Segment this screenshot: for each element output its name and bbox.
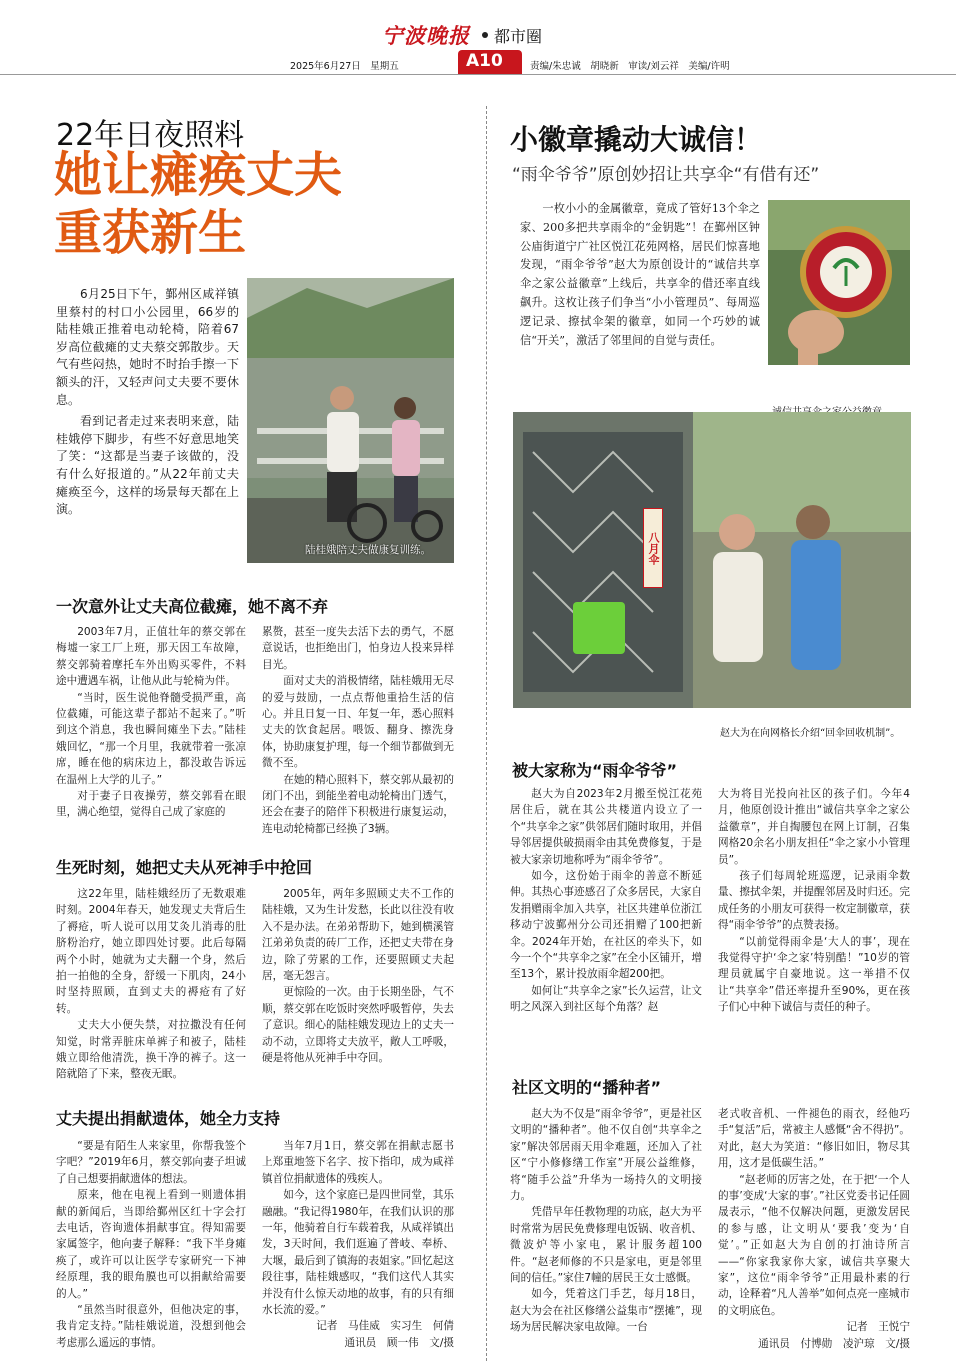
badge-photo-illustration xyxy=(768,200,910,365)
body-paragraph: 累赘，甚至一度失去活下去的勇气，不愿意说话，也拒绝出门，怕身边人投来异样目光。 xyxy=(262,626,454,671)
byline: 记者 王悦宁 xyxy=(846,1321,910,1334)
volunteer-photo-illustration xyxy=(513,412,911,708)
right-section-one-col2 xyxy=(718,786,910,1016)
body-paragraph: “赵老师的厉害之处，在于把‘一个人的事’变成‘大家的事’。”社区党委书记任圆晟表示，“他不仅解决问题，更激发居民的参与感，让文明从‘要我’变为‘自觉’。”正如赵大为自创的打油诗所言——“你家我家你大家，诚信共享聚大家”，这位“雨伞爷爷”正用最朴素的行动，诠释着“凡人善举”如何点亮一座城市的文明底色。 xyxy=(718,1173,910,1317)
body-paragraph: 2003年7月，正值壮年的蔡交郭在梅墟一家工厂上班，那天因工车故障，蔡交郭骑着摩托车外出购买零件，不料途中遭遇车祸，让他从此与轮椅为伴。 xyxy=(56,626,246,688)
right-headline: 小徽章撬动大诚信！ xyxy=(510,123,763,156)
section-three-title: 丈夫提出捐献遗体，她全力支持 xyxy=(56,1109,281,1128)
body-paragraph: 赵大为不仅是“雨伞爷爷”，更是社区文明的“播种者”。他不仅自创“共享伞之家”解决邻居雨天用伞难题，还加入了社区“宁小修修缮工作室”开展公益维修，将“随手公益”升华为一场持久的文明接力。 xyxy=(510,1108,702,1203)
body-paragraph: 2005年，两年多照顾丈夫不工作的陆桂娥，又为生计发愁，长此以往没有收入不是办法。在弟弟帮助下，她到横溪管江弟弟负责的砖厂工作，还把丈夫带在身边，除了劳累的工作，还要照顾丈夫起居，毫无怨言。 xyxy=(262,888,454,983)
byline: 通讯员 顾一伟 文/摄 xyxy=(344,1336,454,1349)
body-paragraph: 如今，凭着这门手艺，每月18日，赵大为会在社区修缮公益集市“摆摊”，现场为居民解决家电故障。一台 xyxy=(510,1288,702,1334)
body-paragraph: 如今，这个家庭已是四世同堂，其乐融融。“我记得1980年，在我们认识的那一年，他骑着自行车载着我，从咸祥镇出发，3天时间，我们逛遍了普岐、奉桥、大堰，最后到了镇海的表姐家。”回忆起这段往事，陆桂娥感叹，“我们这代人其实并没有什么惊天动地的故事，有的只有细水长流的爱。” xyxy=(262,1189,454,1317)
body-paragraph: 这22年里，陆桂娥经历了无数艰难时刻。2004年春天，她发现丈夫背后生了褥疮，听人说可以用艾灸儿消毒的肚脐粉治疗，她立即四处讨要。此后每隔两个小时，她就为丈夫翻一个身，然后拍一拍他的全身，舒缓一下肌肉，24小时坚持照顾，直到丈夫的褥疮有了好转。 xyxy=(56,888,246,1015)
section-two-title: 生死时刻，她把丈夫从死神手中抢回 xyxy=(56,858,313,877)
masthead-section: 都市圈 xyxy=(494,27,543,46)
body-paragraph: 丈夫大小便失禁，对拉撒没有任何知觉，时常弄脏床单裤子和被子，陆桂娥立即给他清洗，换干净的裤子。这一陪就陪了下来，整夜无眠。 xyxy=(56,1019,246,1081)
page-number: A10 xyxy=(466,51,503,71)
section-two-col2 xyxy=(262,886,454,1066)
umbrella-sign xyxy=(643,508,663,588)
right-photo-caption: 赵大为在向网格长介绍“回伞回收机制”。 xyxy=(720,728,901,739)
left-headline-line2: 重获新生 xyxy=(54,205,247,261)
right-section-two-col1 xyxy=(510,1106,702,1336)
body-paragraph: 在她的精心照料下，蔡交郭从最初的闭门不出，到能坐着电动轮椅出门透气，还会在妻子的陪伴下积极进行康复运动，连电动轮椅都已经换了3辆。 xyxy=(262,773,454,835)
badge-photo xyxy=(768,200,910,365)
body-paragraph: “当时，医生说他脊髓受损严重，高位截瘫，可能这辈子都站不起来了。”听到这个消息，我也瞬间瘫坐下去。”陆桂娥回忆，“那一个月里，我就带着一张凉席，睡在他的病床边上，都没敢告诉远在温州上大学的儿子。” xyxy=(56,691,246,786)
left-photo-caption: 陆桂娥陪丈夫做康复训练。 xyxy=(305,544,431,556)
body-paragraph: 孩子们每周轮班巡逻，记录雨伞数量、擦拭伞架，并提醒邻居及时归还。完成任务的小朋友可获得一枚定制徽章，获得“雨伞爷爷”的点赞表扬。 xyxy=(718,870,910,932)
intro-paragraph: 6月25日下午，鄞州区咸祥镇里蔡村的村口小公园里，66岁的陆桂娥正推着电动轮椅，陪着67岁高位截瘫的丈夫蔡交郭散步。天气有些闷热，她时不时抬手擦一下额头的汗，又轻声问丈夫要不要休息。 xyxy=(56,287,239,407)
umbrella-sign-text: 八月伞 xyxy=(647,531,660,565)
body-paragraph: 对于妻子日夜操劳，蔡交郭看在眼里，满心绝望，觉得自己成了家庭的 xyxy=(56,790,246,819)
body-paragraph: 原来，他在电视上看到一则遗体捐献的新闻后，当即给鄞州区红十字会打去电话，咨询遗体捐献事宜。得知需要家属签字，他向妻子解释：“我下半身瘫痪了，或许可以让医学专家研究一下神经原理，我的眼角膜也可以捐献给需要的人。” xyxy=(56,1189,246,1300)
section-two-col1 xyxy=(56,886,246,1083)
body-paragraph: “虽然当时很意外，但他决定的事，我肯定支持。”陆桂娥说道，没想到他会考虑那么遥远的事情。 xyxy=(56,1304,246,1349)
body-paragraph: 如今，这份始于雨伞的善意不断延伸。其热心事迹感召了众多居民，大家自发捐赠雨伞加入共享，社区共建单位浙江移动宁波鄞州分公司还捐赠了100把新伞。2024年开始，在社区的牵头下，如今一个个“共享伞之家”在全小区铺开，增至13个，累计投放雨伞超200把。 xyxy=(510,870,702,981)
right-main-photo xyxy=(513,412,911,708)
body-paragraph: “要是有陌生人来家里，你帮我签个字吧？”2019年6月，蔡交郭向妻子坦诚了自己想要捐献遗体的想法。 xyxy=(56,1140,246,1185)
left-kicker: 22年日夜照料 xyxy=(56,118,245,153)
body-paragraph: 赵大为自2023年2月搬至悦江花苑居住后，就在其公共楼道内设立了一个“共享伞之家”供邻居们随时取用，并倡导邻居提供破损雨伞由其免费修复，于是被大家亲切地称呼为“雨伞爷爷”。 xyxy=(510,788,702,866)
section-one-col1 xyxy=(56,624,246,821)
body-paragraph: 如何让“共享伞之家”长久运营，让文明之风深入到社区每个角落？赵 xyxy=(510,984,702,1014)
left-intro xyxy=(56,286,239,519)
masthead-logo: 宁波晚报 xyxy=(382,23,470,48)
masthead xyxy=(0,0,956,78)
right-lede xyxy=(520,200,760,350)
left-headline-line1: 她让瘫痪丈夫 xyxy=(54,147,343,203)
body-paragraph: “以前觉得雨伞是‘大人的事’，现在我觉得守护‘伞之家’特别酷！”10岁的管理员就属宇自豪地说。这一举措不仅让“共享伞”借还率提升至90%，更在孩子们心中种下诚信与责任的种子。 xyxy=(718,935,910,1014)
left-photo xyxy=(247,278,454,563)
lede-paragraph: 一枚小小的金属徽章，竟成了管好13个伞之家、200多把共享雨伞的“金钥匙”！在鄞州区钟公庙街道宁广社区悦江花苑网格，居民们惊喜地发现，“雨伞爷爷”赵大为原创设计的“诚信共享伞之家公益徽章”上线后，共享伞的借还率直线飙升。这枚让孩子们争当“小小管理员”、每周巡逻记录、擦拭伞架的徽章，如同一个巧妙的诚信“开关”，激活了邻里间的自觉与责任。 xyxy=(520,202,760,347)
masthead-credits: 责编/朱忠诚 胡晓新 审读/刘云祥 美编/许明 xyxy=(530,61,730,72)
right-section-one-col1 xyxy=(510,786,702,1016)
body-paragraph: 当年7月1日，蔡交郭在捐献志愿书上郑重地签下名字、按下指印，成为咸祥镇首位捐献遗体的残疾人。 xyxy=(262,1140,454,1185)
body-paragraph: 大为将目光投向社区的孩子们。今年4月，他原创设计推出“诚信共享伞之家公益徽章”，并自掏腰包在网上订制，召集网格20余名小朋友担任“伞之家小小管理员”。 xyxy=(718,788,910,866)
column-divider xyxy=(486,106,487,1361)
section-one-title: 一次意外让丈夫高位截瘫，她不离不弃 xyxy=(56,597,329,616)
masthead-date: 2025年6月27日 星期五 xyxy=(290,61,399,72)
byline: 通讯员 付博勋 凌沪琼 文/摄 xyxy=(758,1337,910,1350)
body-paragraph: 凭借早年任教物理的功底，赵大为平时常常为居民免费修理电饭锅、收音机、微波炉等小家电，累计服务超100件。“赵老师修的不只是家电，更是邻里间的信任。”家住7幢的居民王女士感慨。 xyxy=(510,1206,702,1285)
section-one-col2 xyxy=(262,624,454,837)
masthead-rule xyxy=(0,74,956,75)
right-section-one-title: 被大家称为“雨伞爷爷” xyxy=(512,761,678,780)
section-three-col1 xyxy=(56,1138,246,1351)
couple-photo-illustration xyxy=(247,278,454,563)
byline: 记者 马佳威 实习生 何倩 xyxy=(316,1320,454,1333)
body-paragraph: 面对丈夫的消极情绪，陆桂娥用无尽的爱与鼓励，一点点帮他重拾生活的信心。并且日复一日、年复一年，悉心照料丈夫的饮食起居。喂饭、翻身、擦洗身体，协助康复护理，每一个细节都做到无微不至。 xyxy=(262,675,454,770)
body-paragraph: 老式收音机、一件褪色的雨衣，经他巧手“复活”后，常被主人感慨“舍不得扔”。对此，赵大为笑道：“修旧如旧，物尽其用，这才是低碳生活。” xyxy=(718,1108,910,1170)
masthead-dot xyxy=(482,32,488,38)
intro-paragraph: 看到记者走过来表明来意，陆桂娥停下脚步，有些不好意思地笑了笑：“这都是当妻子该做的，没有什么好报道的。”从22年前丈夫瘫痪至今，这样的场景每天都在上演。 xyxy=(56,414,239,517)
right-section-two-title: 社区文明的“播种者” xyxy=(512,1078,662,1097)
section-three-col2 xyxy=(262,1138,454,1351)
right-subhead: “雨伞爷爷”原创妙招让共享伞“有借有还” xyxy=(512,165,820,185)
right-section-two-col2 xyxy=(718,1106,910,1352)
body-paragraph: 更惊险的一次。由于长期坐卧，气不顺，蔡交郭在吃饭时突然呼吸暂停，失去了意识。细心的陆桂娥发现边上的丈夫一动不动，立即将丈夫放平，敞人工呼吸，硬是将他从死神手中夺回。 xyxy=(262,986,454,1065)
